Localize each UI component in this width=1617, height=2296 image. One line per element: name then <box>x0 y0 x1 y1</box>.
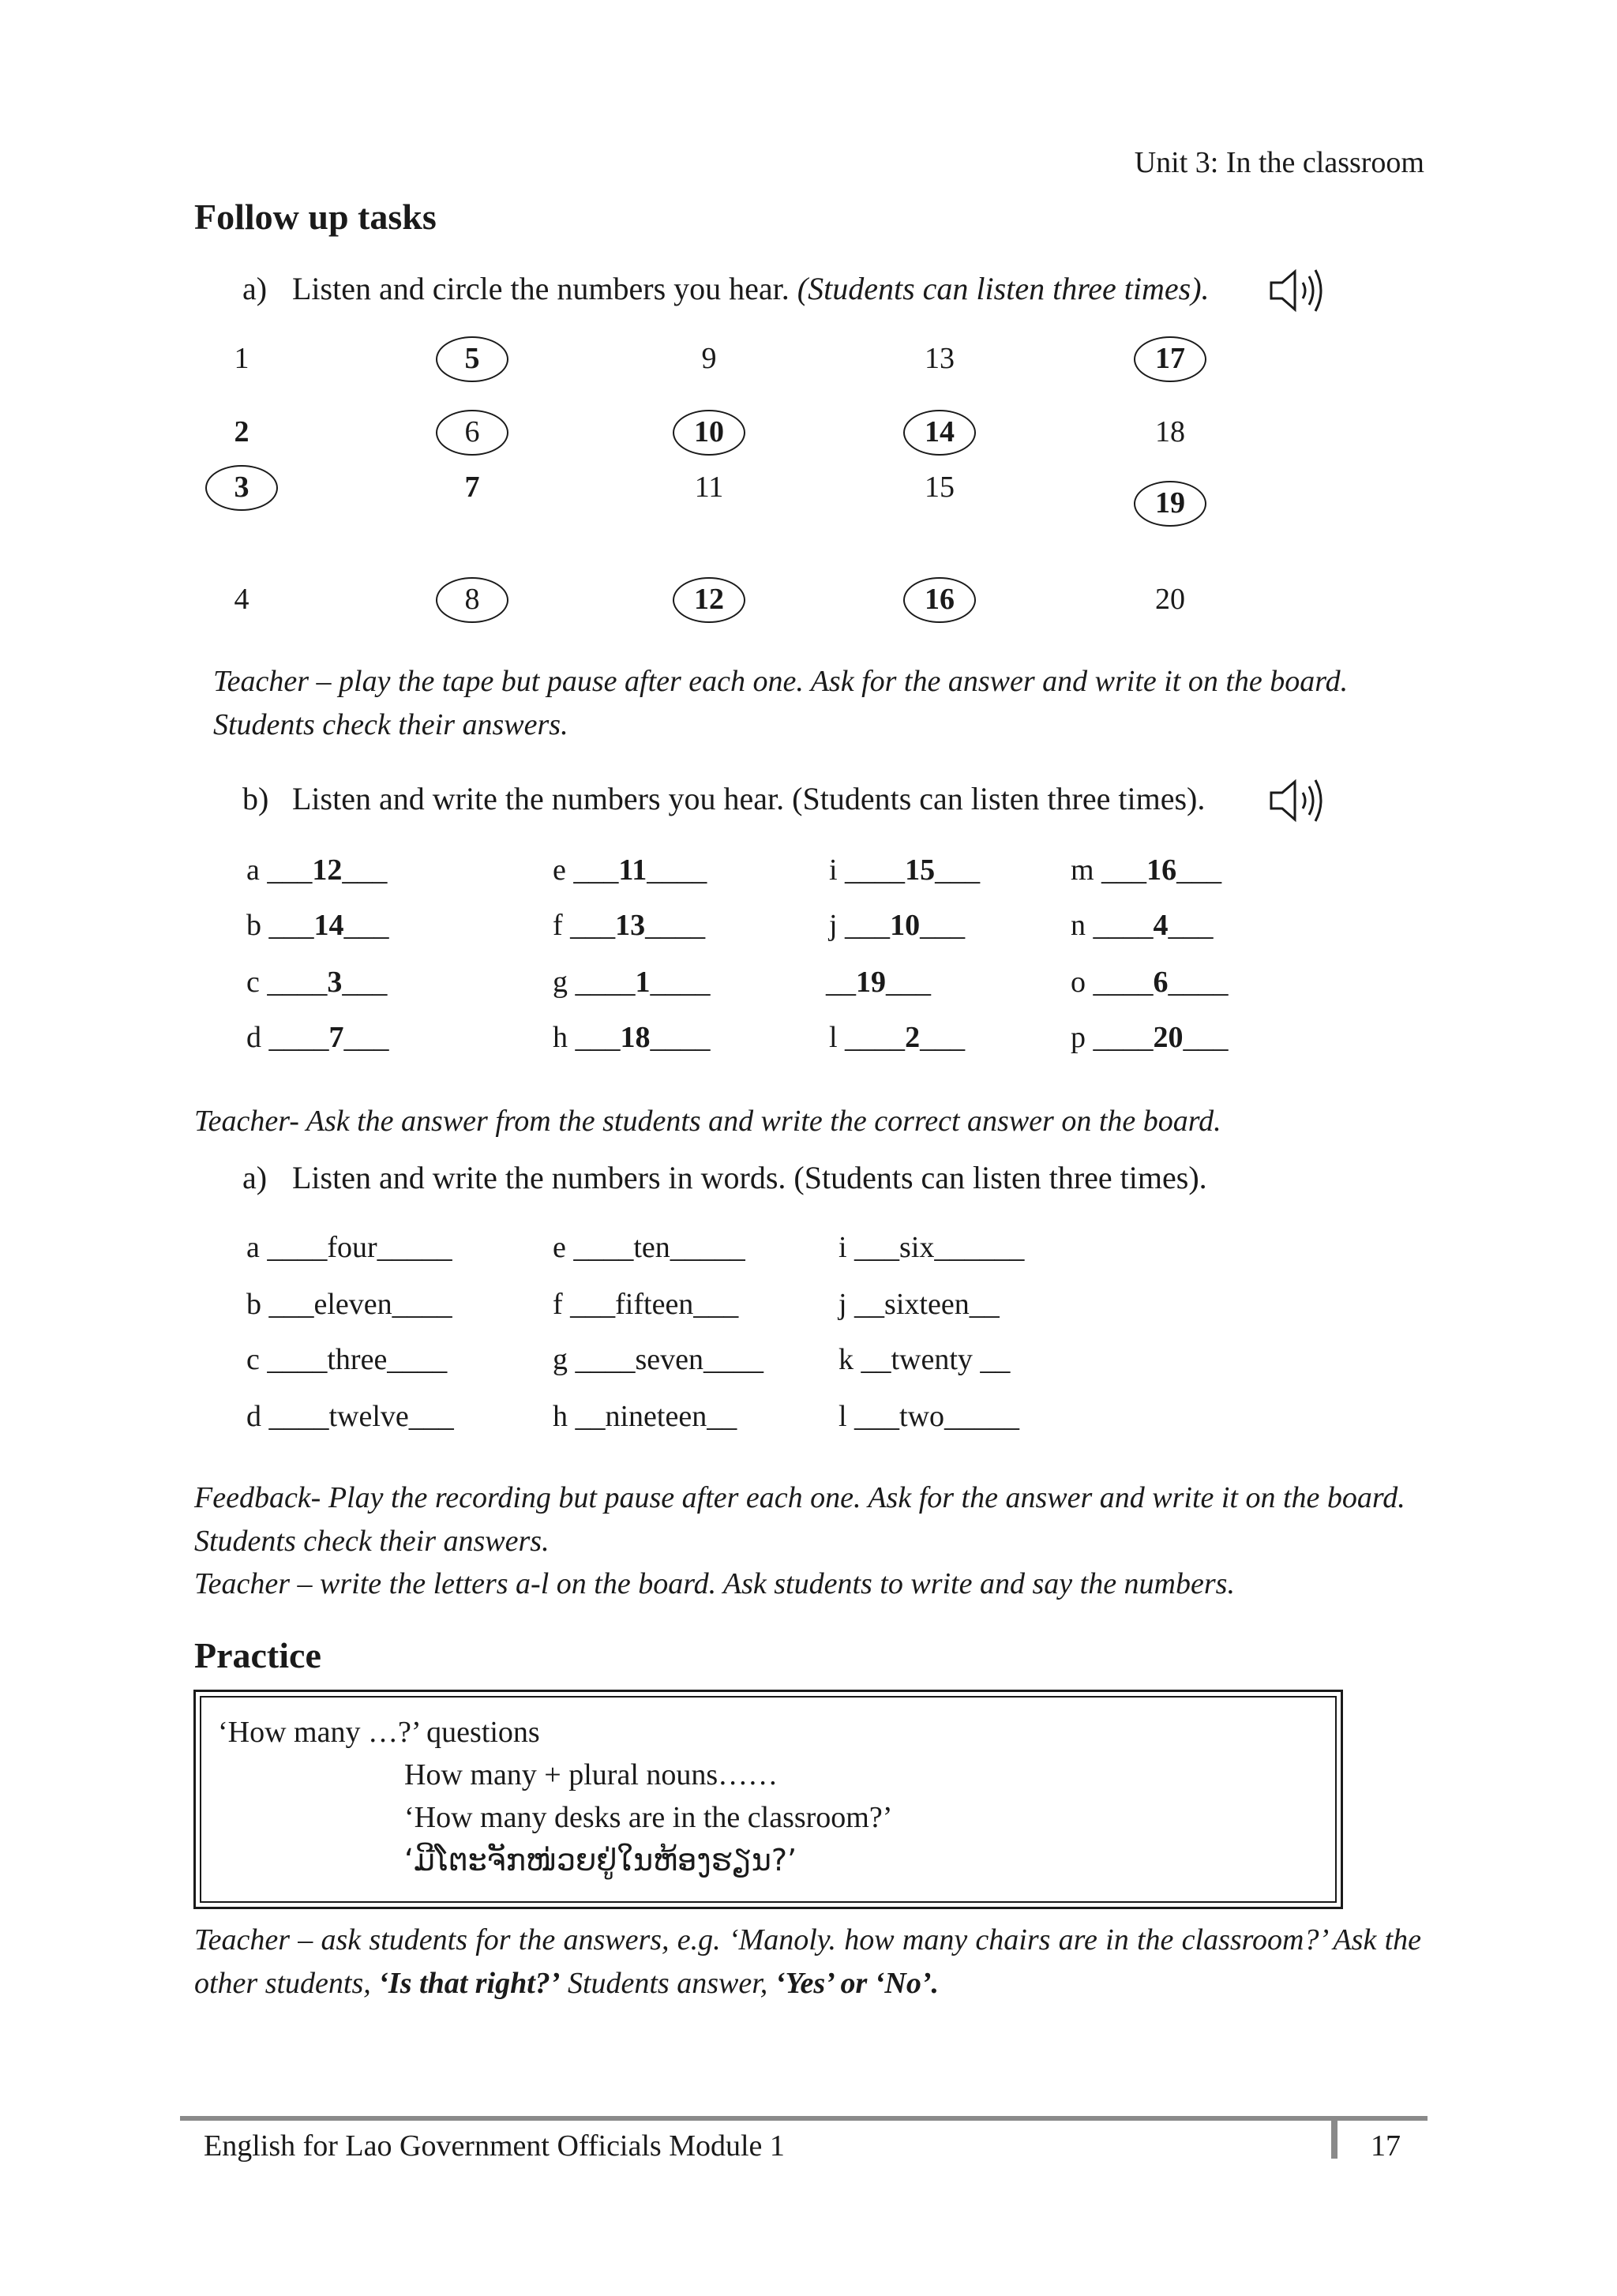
word-answer-item: h __nineteen__ <box>553 1400 737 1433</box>
answer-item: a ___12___ <box>246 853 388 887</box>
word-answer-item: f ___fifteen___ <box>553 1288 739 1321</box>
feedback-note: Feedback- Play the recording but pause after each one. Ask for the answer and write it on the board. Students check their answers. <box>194 1481 1405 1558</box>
answer-item: n ____4___ <box>1071 909 1214 942</box>
number-option: 3 <box>234 471 249 504</box>
word-answer-item: b ___eleven____ <box>246 1288 452 1321</box>
task-c-marker: a) <box>242 1160 268 1195</box>
answer-item: o ____6____ <box>1071 966 1229 999</box>
number-option: 9 <box>701 342 717 375</box>
number-option: 4 <box>234 583 249 616</box>
answer-item: i ____15___ <box>829 853 981 887</box>
box-line-3: ‘How many desks are in the classroom?’ <box>404 1801 893 1834</box>
section-title-practice: Practice <box>194 1635 321 1675</box>
number-option: 1 <box>234 342 249 375</box>
answer-item: f ___13____ <box>553 909 706 942</box>
number-option: 12 <box>694 583 724 616</box>
answer-item: j ___10___ <box>829 909 966 942</box>
number-option: 16 <box>925 583 955 616</box>
note-emphasis: ‘Is that right?’ <box>378 1967 561 2000</box>
word-answer-item: g ____seven____ <box>553 1343 764 1376</box>
number-option: 10 <box>694 415 724 448</box>
answer-item: b ___14___ <box>246 909 389 942</box>
task-c-instruction: Listen and write the numbers in words. (Students can listen three times). <box>292 1160 1207 1195</box>
note-part: Teacher – ask students for the answers, e.g. ‘Manoly. how many chairs are in the classroom?’ Ask the other students, <box>194 1923 1421 2000</box>
number-option: 5 <box>464 342 480 375</box>
practice-teacher-note <box>194 1919 1421 2005</box>
answer-item: l ____2___ <box>829 1021 966 1054</box>
task-b-instruction: Listen and write the numbers you hear. (Students can listen three times). <box>292 781 1206 816</box>
number-option: 14 <box>925 415 955 448</box>
footer-divider <box>1331 2116 1337 2159</box>
answer-item: g ____1____ <box>553 966 711 999</box>
word-answer-item: a ____four_____ <box>246 1231 452 1264</box>
speaker-icon[interactable] <box>1268 264 1331 317</box>
task-a-marker: a) <box>242 271 268 306</box>
answer-item: p ____20___ <box>1071 1021 1229 1054</box>
teacher-note-1: Teacher – play the tape but pause after each one. Ask for the answer and write it on the board. Students check their answers. <box>213 665 1349 741</box>
word-answer-item: c ____three____ <box>246 1343 448 1376</box>
teacher-note-2: Teacher- Ask the answer from the students and write the correct answer on the board. <box>194 1105 1221 1138</box>
word-answer-item: j __sixteen__ <box>839 1288 1000 1321</box>
answer-item: c ____3___ <box>246 966 388 999</box>
number-option: 7 <box>464 471 480 504</box>
unit-header: Unit 3: In the classroom <box>1134 146 1424 179</box>
footer-rule <box>180 2116 1428 2121</box>
answer-item: m ___16___ <box>1071 853 1222 887</box>
number-option: 15 <box>925 471 955 504</box>
task-a-instruction <box>292 270 1210 307</box>
number-option: 19 <box>1155 486 1185 520</box>
answer-item: e ___11____ <box>553 853 707 887</box>
number-option: 20 <box>1155 583 1185 616</box>
task-b-marker: b) <box>242 781 269 816</box>
word-answer-item: k __twenty __ <box>839 1343 1011 1376</box>
answer-item: __19___ <box>826 966 931 999</box>
box-line-1: ‘How many …?’ questions <box>218 1716 540 1749</box>
word-answer-item: d ____twelve___ <box>246 1400 454 1433</box>
word-answer-item: l ___two_____ <box>839 1400 1020 1433</box>
number-option: 17 <box>1155 342 1185 375</box>
answer-item: d ____7___ <box>246 1021 389 1054</box>
word-answer-item: i ___six______ <box>839 1231 1025 1264</box>
number-option: 6 <box>464 415 480 448</box>
note-emphasis: ‘Yes’ or ‘No’. <box>775 1967 939 2000</box>
number-option: 8 <box>464 583 480 616</box>
teacher-note-3: Teacher – write the letters a-l on the board. Ask students to write and say the numbers. <box>194 1567 1235 1600</box>
speaker-icon[interactable] <box>1268 774 1331 827</box>
page-number: 17 <box>1371 2129 1401 2163</box>
section-title-follow-up: Follow up tasks <box>194 197 437 237</box>
number-option: 2 <box>234 415 249 448</box>
note-part: Students answer, <box>560 1967 775 2000</box>
answer-item: h ___18____ <box>553 1021 711 1054</box>
task-a-text: Listen and circle the numbers you hear. <box>292 271 790 306</box>
number-option: 18 <box>1155 415 1185 448</box>
box-line-2: How many + plural nouns…… <box>404 1758 778 1791</box>
number-option: 13 <box>925 342 955 375</box>
box-line-4-lao: ‘ມີໂຕະຈັກໜ່ວຍຢູ່ໃນຫ້ອງຮຽນ?’ <box>404 1843 797 1878</box>
footer-title: English for Lao Government Officials Module 1 <box>204 2129 785 2163</box>
task-a-note: (Students can listen three times). <box>797 271 1210 306</box>
word-answer-item: e ____ten_____ <box>553 1231 745 1264</box>
number-option: 11 <box>694 471 724 504</box>
